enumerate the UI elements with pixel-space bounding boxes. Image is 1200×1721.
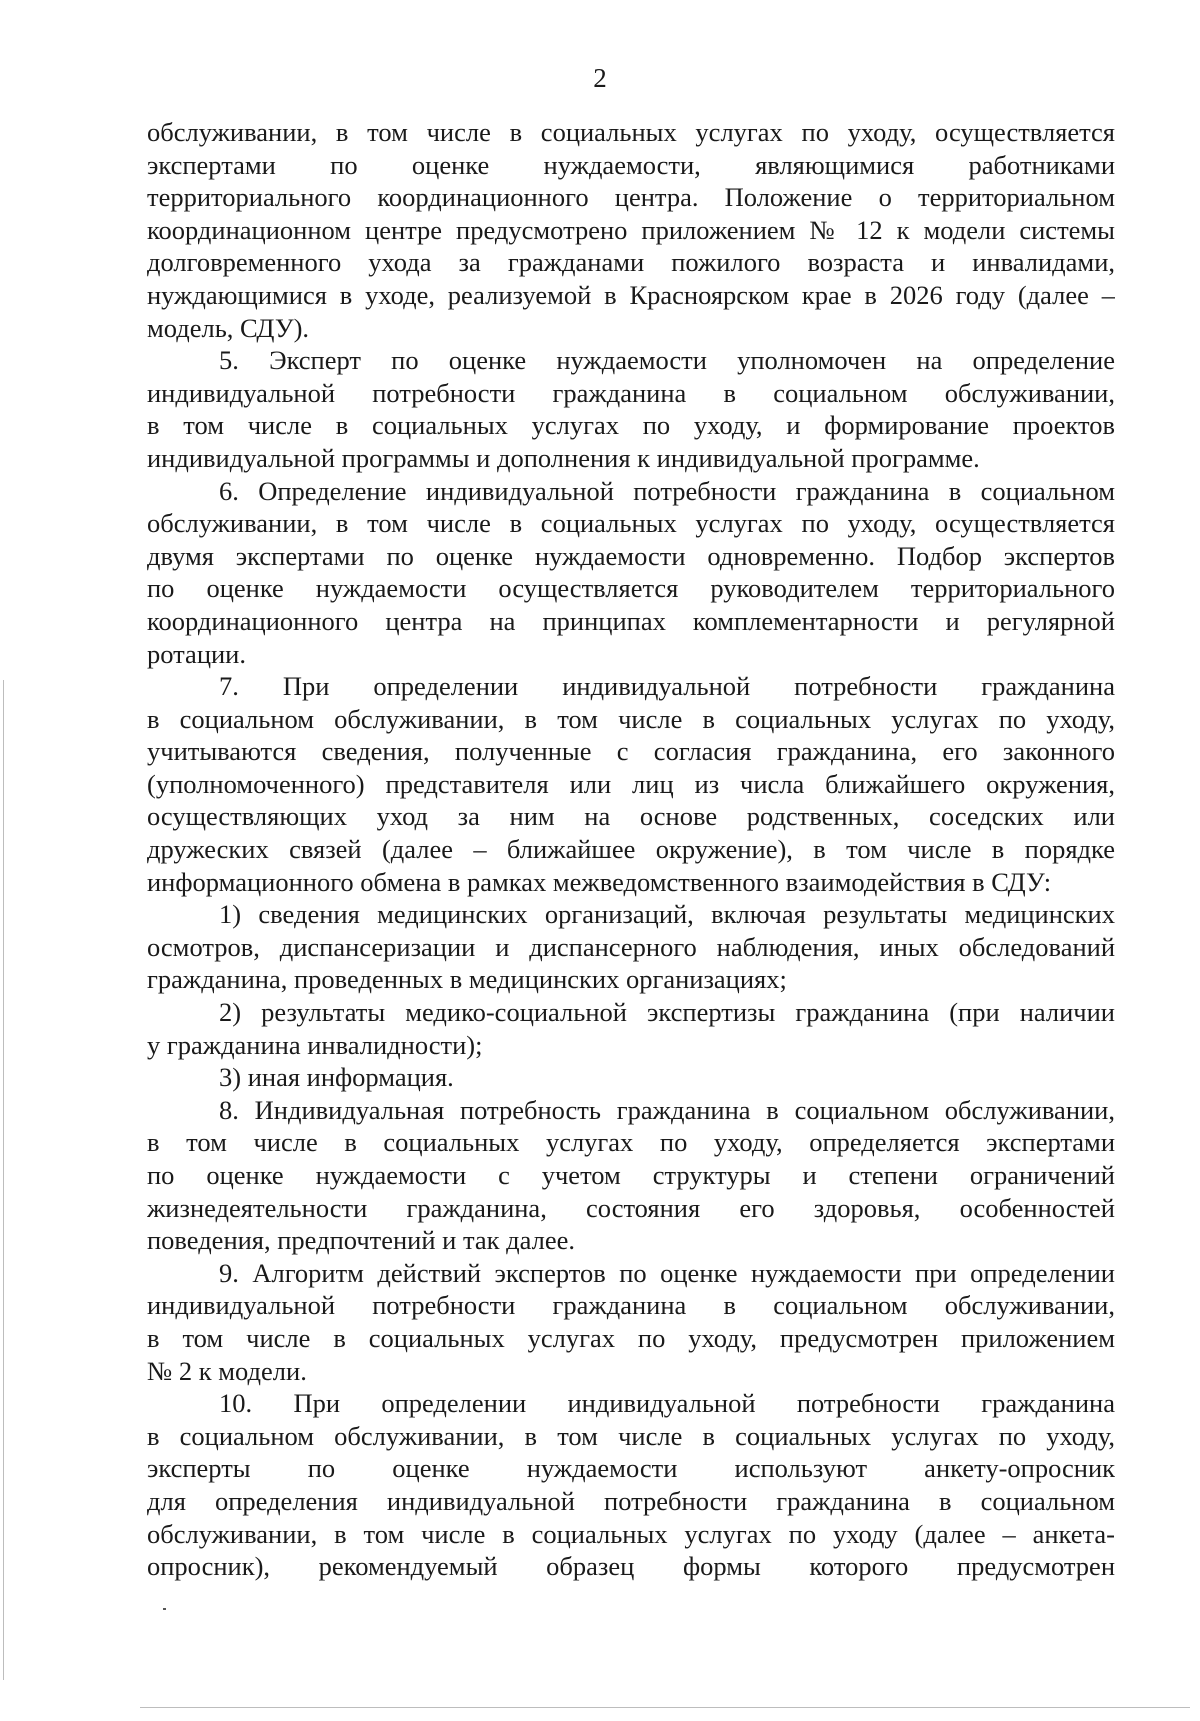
text-line: 5. Эксперт по оценке нуждаемости уполномочен на определение xyxy=(219,345,1115,376)
text-line: модель, СДУ). xyxy=(147,312,310,343)
text-line: осуществляющих уход за ним на основе родственных, соседских или xyxy=(147,801,1115,832)
text-line: жизнедеятельности гражданина, состояния его здоровья, особенностей xyxy=(147,1192,1115,1223)
text-line: эксперты по оценке нуждаемости используют анкету-опросник xyxy=(147,1453,1115,1484)
text-line: № 2 к модели. xyxy=(147,1355,307,1386)
text-line: 8. Индивидуальная потребность гражданина в социальном обслуживании, xyxy=(219,1094,1115,1125)
text-line: в социальном обслуживании, в том числе в социальных услугах по уходу, xyxy=(147,703,1115,734)
text-line: индивидуальной программы и дополнения к индивидуальной программе. xyxy=(147,442,980,473)
text-line: индивидуальной потребности гражданина в социальном обслуживании, xyxy=(147,377,1115,408)
text-line: 10. При определении индивидуальной потребности гражданина xyxy=(219,1388,1115,1419)
text-line: 3) иная информация. xyxy=(219,1062,454,1093)
text-line: поведения, предпочтений и так далее. xyxy=(147,1225,575,1256)
text-line: 6. Определение индивидуальной потребности гражданина в социальном xyxy=(219,475,1115,506)
document-body xyxy=(147,116,1115,1583)
text-line: 1) сведения медицинских организаций, включая результаты медицинских xyxy=(219,899,1115,930)
text-line: в социальном обслуживании, в том числе в социальных услугах по уходу, xyxy=(147,1420,1115,1451)
text-line: 7. При определении индивидуальной потребности гражданина xyxy=(219,671,1115,702)
text-line: 2) результаты медико-социальной экспертизы гражданина (при наличии xyxy=(219,997,1115,1028)
text-line: дружеских связей (далее – ближайшее окружение), в том числе в порядке xyxy=(147,834,1115,865)
text-line: долговременного ухода за гражданами пожилого возраста и инвалидами, xyxy=(147,247,1115,278)
scan-edge-left xyxy=(3,680,4,1680)
text-line: территориального координационного центра. Положение о территориальном xyxy=(147,182,1115,213)
text-line: двумя экспертами по оценке нуждаемости одновременно. Подбор экспертов xyxy=(147,540,1115,571)
text-line: информационного обмена в рамках межведомственного взаимодействия в СДУ: xyxy=(147,866,1052,897)
text-line: 9. Алгоритм действий экспертов по оценке нуждаемости при определении xyxy=(219,1257,1115,1288)
text-line: ротации. xyxy=(147,638,246,669)
text-line: координационном центре предусмотрено приложением № 12 к модели системы xyxy=(147,214,1115,245)
text-line: в том числе в социальных услугах по уходу, определяется экспертами xyxy=(147,1127,1115,1158)
text-line: опросник), рекомендуемый образец формы которого предусмотрен xyxy=(147,1551,1115,1582)
text-line: обслуживании, в том числе в социальных услугах по уходу, осуществляется xyxy=(147,117,1115,147)
text-line: в том числе в социальных услугах по уходу, предусмотрен приложением xyxy=(147,1322,1115,1353)
text-line: индивидуальной потребности гражданина в социальном обслуживании, xyxy=(147,1290,1115,1321)
text-line: учитываются сведения, полученные с согласия гражданина, его законного xyxy=(147,736,1115,767)
text-line: экспертами по оценке нуждаемости, являющимися работниками xyxy=(147,149,1115,180)
text-line: нуждающимися в уходе, реализуемой в Красноярском крае в 2026 году (далее – xyxy=(147,279,1115,310)
text-line: для определения индивидуальной потребности гражданина в социальном xyxy=(147,1485,1115,1516)
text-line: обслуживании, в том числе в социальных услугах по уходу, осуществляется xyxy=(147,508,1115,539)
text-line: по оценке нуждаемости осуществляется руководителем территориального xyxy=(147,573,1115,604)
scan-edge-bottom xyxy=(140,1707,1190,1708)
text-line: в том числе в социальных услугах по уходу, и формирование проектов xyxy=(147,410,1115,441)
text-line: обслуживании, в том числе в социальных услугах по уходу (далее – анкета- xyxy=(147,1518,1115,1549)
text-line: (уполномоченного) представителя или лиц из числа ближайшего окружения, xyxy=(147,768,1115,799)
page-number: 2 xyxy=(593,63,607,93)
scan-speck xyxy=(163,1608,166,1610)
text-line: осмотров, диспансеризации и диспансерного наблюдения, иных обследований xyxy=(147,931,1115,962)
text-line: гражданина, проведенных в медицинских организациях; xyxy=(147,964,787,995)
text-line: координационного центра на принципах комплементарности и регулярной xyxy=(147,605,1115,636)
text-line: у гражданина инвалидности); xyxy=(147,1029,483,1060)
text-line: по оценке нуждаемости с учетом структуры и степени ограничений xyxy=(147,1160,1115,1190)
